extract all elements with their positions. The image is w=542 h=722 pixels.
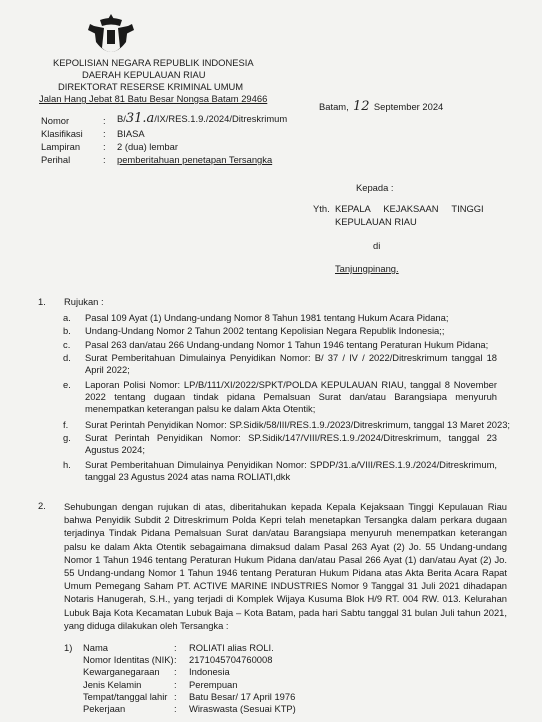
rujukan-title: Rujukan : xyxy=(64,296,104,307)
date-place: Batam, xyxy=(319,101,349,112)
suspect-label: Pekerjaan xyxy=(83,703,126,714)
rujukan-item-letter: e. xyxy=(63,379,71,390)
klasifikasi-label: Klasifikasi xyxy=(41,128,83,139)
suspect-label: Jenis Kelamin xyxy=(83,679,142,690)
rujukan-number: 1. xyxy=(38,296,46,307)
rujukan-item-text: Undang-Undang Nomor 2 Tahun 2002 tentang Kepolisian Negara Republik Indonesia;; xyxy=(85,325,445,336)
org-address: Jalan Hang Jebat 81 Batu Besar Nongsa Batam 29466 xyxy=(39,93,268,104)
police-emblem-icon xyxy=(86,12,136,58)
suspect-label: Tempat/tanggal lahir xyxy=(83,691,168,702)
suspect-label: Nomor Identitas (NIK) xyxy=(83,654,174,665)
suspect-value: Batu Besar/ 17 April 1976 xyxy=(189,691,296,702)
recipient-place: Tanjungpinang. xyxy=(335,263,399,274)
recipient-di: di xyxy=(373,240,381,251)
suspect-value: Indonesia xyxy=(189,666,230,677)
paragraph2-number: 2. xyxy=(38,500,46,511)
suspect-number: 1) xyxy=(64,642,73,653)
org-line-1: KEPOLISIAN NEGARA REPUBLIK INDONESIA xyxy=(53,57,254,68)
nomor-colon: : xyxy=(103,115,106,126)
recipient-line-2: KEPULAUAN RIAU xyxy=(335,216,417,227)
nomor-handwritten: 31.a xyxy=(125,111,155,126)
date-day-handwritten: 12 xyxy=(353,99,370,114)
rujukan-item-letter: h. xyxy=(63,459,71,470)
rujukan-item-text: Surat Perintah Penyidikan Nomor: SP.Sidik/147/VIII/RES.1.9./2024/Ditreskrimum, tanggal 23 Agustus 2024; xyxy=(85,432,497,455)
rujukan-item-text: Surat Pemberitahuan Dimulainya Penyidikan Nomor: SPDP/31.a/VIII/RES.1.9./2024/Ditreskrimum, tanggal 23 Agustus 2024 atas nama ROLIATI,dkk xyxy=(85,459,497,482)
rujukan-item-letter: a. xyxy=(63,312,71,323)
kepada-label: Kepada : xyxy=(356,182,394,193)
lampiran-colon: : xyxy=(103,141,106,152)
perihal-value: pemberitahuan penetapan Tersangka xyxy=(117,154,273,165)
org-line-2: DAERAH KEPULAUAN RIAU xyxy=(82,69,206,80)
date-month-year: September 2024 xyxy=(373,101,444,112)
letter-date xyxy=(319,99,443,115)
rujukan-item-text: Laporan Polisi Nomor: LP/B/111/XI/2022/SPKT/POLDA KEPULAUAN RIAU, tanggal 8 November 2022 tentang dugaan tindak pidana Pemalsuan Surat dan/atau Barangsiapa menyuruh menempatkan keterangan palsu ke dalam Akta Otentik; xyxy=(85,379,497,414)
org-line-3: DIREKTORAT RESERSE KRIMINAL UMUM xyxy=(58,81,244,92)
suspect-colon: : xyxy=(174,679,177,690)
rujukan-item-letter: d. xyxy=(63,352,71,363)
lampiran-label: Lampiran xyxy=(41,141,81,152)
rujukan-item-text: Surat Perintah Penyidikan Nomor: SP.Sidik/58/III/RES.1.9./2023/Ditreskrimum, tanggal 13 Maret 2023; xyxy=(85,419,511,430)
suspect-colon: : xyxy=(174,666,177,677)
klasifikasi-value: BIASA xyxy=(117,128,145,139)
rujukan-item-text: Pasal 263 dan/atau 266 Undang-undang Nomor 1 Tahun 1946 tentang Peraturan Hukum Pidana; xyxy=(85,339,489,350)
rujukan-item-text: Surat Pemberitahuan Dimulainya Penyidikan Nomor: B/ 37 / IV / 2022/Ditreskrimum tanggal 18 April 2022; xyxy=(85,352,497,375)
rujukan-item-letter: g. xyxy=(63,432,71,443)
perihal-colon: : xyxy=(103,154,106,165)
suspect-colon: : xyxy=(174,654,177,665)
nomor-value: B/31.a/IX/RES.1.9./2024/Ditreskrimum xyxy=(117,111,288,126)
paragraph2-text: Sehubungan dengan rujukan di atas, diberitahukan kepada Kepala Kejaksaan Tinggi Kepulauan Riau bahwa Penyidik Subdit 2 Ditreskrimum Polda Kepri telah menetapkan Tersangka dalam perkara dugaan terjadinya Tindak Pidana Pemalsuan Surat dan/atau Barangsiapa menyuruh menempatkan keterangan palsu ke dalam Akta Otentik sebagaimana dimaksud dalam Pasal 263 Ayat (2) Jo. 55 Undang-undang Nomor 1 Tahun 1946 tentang Peraturan Hukum Pidana dan/atau Pasal 266 Ayat (1) dan/atau Ayat (2) Jo. 55 Undang-undang Nomor 1 Tahun 1946 tentang Peraturan Hukum Pidana atas Akta Berita Acara Rapat Umum Pemegang Saham PT. ACTIVE MARINE INDUSTRIES Nomor 9 Tanggal 31 Juli 2021 dihadapan Notaris Hanugerah, S.H., yang terjadi di Komplek Wijaya Kusuma Blok H/9 RT. 004 RW. 013. Kelurahan Lubuk Baja Kota Kecamatan Lubuk Baja – Kota Batam, pada hari Sabtu tanggal 31 bulan Juli tahun 2021, yang diduga dilakukan oleh Tersangka : xyxy=(64,501,507,631)
rujukan-item-letter: f. xyxy=(63,419,69,430)
nomor-label: Nomor xyxy=(41,115,70,126)
suspect-colon: : xyxy=(174,703,177,714)
suspect-value: Wiraswasta (Sesuai KTP) xyxy=(189,703,296,714)
suspect-value: ROLIATI alias ROLI. xyxy=(189,642,274,653)
suspect-colon: : xyxy=(174,691,177,702)
klasifikasi-colon: : xyxy=(103,128,106,139)
rujukan-item-text: Pasal 109 Ayat (1) Undang-undang Nomor 8 Tahun 1981 tentang Hukum Acara Pidana; xyxy=(85,312,449,323)
recipient-line-1: KEPALA KEJAKSAAN TINGGI xyxy=(335,203,484,214)
suspect-value: 2171045704760008 xyxy=(189,654,273,665)
suspect-value: Perempuan xyxy=(189,679,238,690)
perihal-label: Perihal xyxy=(41,154,71,165)
rujukan-item-letter: c. xyxy=(63,339,71,350)
yth-label: Yth. xyxy=(313,203,330,214)
suspect-label: Nama xyxy=(83,642,109,653)
rujukan-item-letter: b. xyxy=(63,325,71,336)
lampiran-value: 2 (dua) lembar xyxy=(117,141,178,152)
suspect-colon: : xyxy=(174,642,177,653)
suspect-label: Kewarganegaraan xyxy=(83,666,160,677)
